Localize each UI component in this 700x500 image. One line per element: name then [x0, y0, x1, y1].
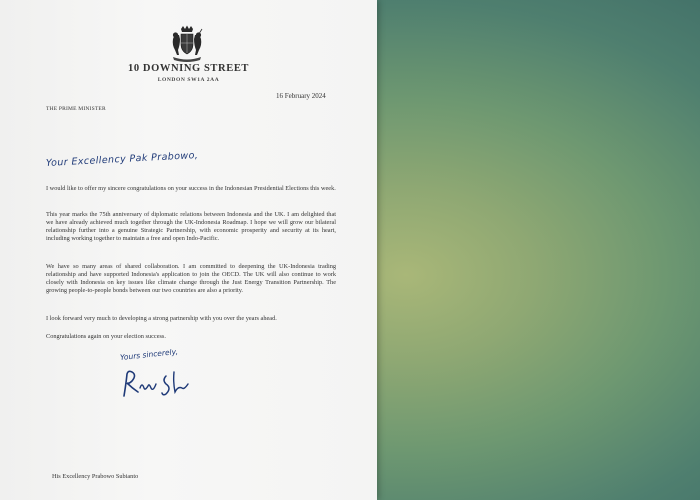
letterhead-address: LONDON SW1A 2AA: [157, 77, 220, 83]
letterhead-title: 10 DOWNING STREET: [127, 63, 250, 74]
handwritten-signoff: Yours sincerely,: [119, 346, 179, 363]
royal-coat-of-arms-icon: [167, 25, 207, 63]
sender-title: THE PRIME MINISTER: [46, 106, 106, 112]
recipient-name: His Excellency Prabowo Subianto: [52, 473, 139, 480]
letter-paragraph: This year marks the 75th anniversary of diplomatic relations between Indonesia and the UK. I am delighted that we have already achieved much together through the UK-Indonesia Roadmap. I hope we will grow our bilateral relationship further into a genuine Strategic Partnership, with economic prosperity and security at its heart, including working together to maintain a free and open Indo-Pacific.: [46, 211, 336, 242]
letter-paragraph: Congratulations again on your election success.: [46, 333, 166, 340]
letter-paragraph: I look forward very much to developing a strong partnership with you over the years ahead.: [46, 315, 277, 322]
letter-paragraph: I would like to offer my sincere congratulations on your success in the Indonesian Presidential Elections this week.: [46, 185, 336, 192]
signature-image: [118, 366, 203, 400]
letter-paragraph: We have so many areas of shared collaboration. I am committed to deepening the UK-Indonesia trading relationship and have supported Indonesia's application to join the OECD. The UK will also continue to work closely with Indonesia on key issues like climate change through the Just Energy Transition Partnership. The growing people-to-people bonds between our two countries are also a priority.: [46, 263, 336, 294]
handwritten-salutation: Your Excellency Pak Prabowo,: [45, 150, 199, 169]
letter-date: 16 February 2024: [276, 92, 326, 100]
